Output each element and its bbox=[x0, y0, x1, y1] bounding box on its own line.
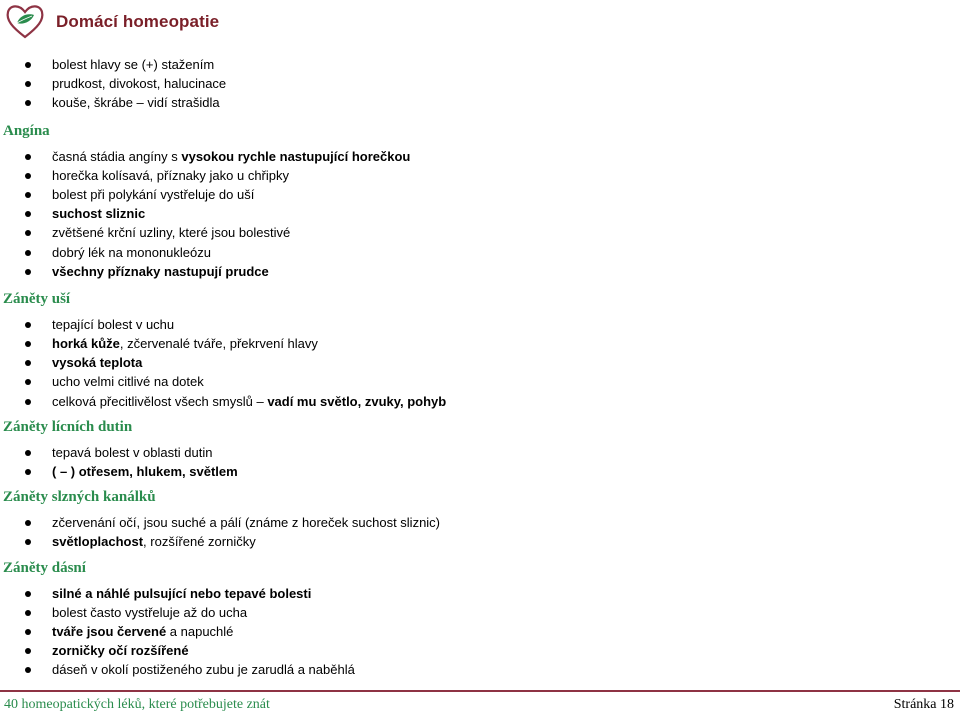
bold-text: všechny příznaky nastupují prudce bbox=[52, 263, 269, 279]
bold-text: světloplachost bbox=[52, 534, 144, 550]
list-item bbox=[0, 315, 960, 334]
bold-text: ( – ) otřesem, hlukem, světlem bbox=[52, 464, 238, 479]
section-heading: Záněty dásní bbox=[3, 559, 86, 576]
list-item bbox=[0, 443, 960, 462]
text: dáseň v okolí postiženého zubu je zarudlá a naběhlá bbox=[52, 662, 355, 678]
list-item bbox=[0, 532, 960, 551]
list-item bbox=[0, 166, 960, 185]
bullet-list bbox=[0, 315, 960, 411]
text: tepající bolest v uchu bbox=[52, 316, 175, 332]
document-body bbox=[0, 55, 960, 680]
text: bolest hlavy se (+) stažením bbox=[52, 57, 215, 72]
bullet-list bbox=[0, 443, 960, 481]
bullet-list bbox=[0, 147, 960, 281]
list-item bbox=[0, 513, 960, 532]
text: časná stádia angíny s bbox=[52, 148, 182, 164]
page-header bbox=[0, 0, 960, 42]
list-item bbox=[0, 185, 960, 204]
bold-text: vadí mu světlo, zvuky, pohyb bbox=[267, 393, 447, 409]
bold-text: silné a náhlé pulsující nebo tepavé bolesti bbox=[52, 585, 312, 601]
text: ucho velmi citlivé na dotek bbox=[52, 374, 204, 390]
text: dobrý lék na mononukleózu bbox=[52, 244, 211, 260]
section-heading: Záněty slzných kanálků bbox=[3, 489, 156, 506]
text: bolest často vystřeluje až do ucha bbox=[52, 604, 248, 620]
list-item bbox=[0, 74, 960, 93]
bold-text: tváře jsou červené bbox=[52, 623, 167, 639]
list-item bbox=[0, 462, 960, 481]
bold-text: zorničky očí rozšířené bbox=[52, 643, 189, 659]
list-item bbox=[0, 660, 960, 679]
text: , zčervenalé tváře, překrvení hlavy bbox=[119, 336, 318, 352]
text: celková přecitlivělost všech smyslů – bbox=[52, 393, 268, 409]
bold-text: horká kůže bbox=[52, 336, 120, 352]
list-item bbox=[0, 584, 960, 603]
text: zvětšené krční uzliny, které jsou bolestivé bbox=[52, 225, 291, 241]
bold-text: suchost sliznic bbox=[52, 206, 146, 222]
footer-page-number: Stránka 18 bbox=[893, 697, 954, 712]
text: horečka kolísavá, příznaky jako u chřipky bbox=[52, 167, 289, 183]
section-heading: Angína bbox=[3, 122, 50, 139]
list-item bbox=[0, 147, 960, 166]
list-item bbox=[0, 262, 960, 281]
list-item bbox=[0, 243, 960, 262]
list-item bbox=[0, 223, 960, 242]
brand-title: Domácí homeopatie bbox=[56, 12, 220, 31]
list-item bbox=[0, 372, 960, 391]
text: zčervenání očí, jsou suché a pálí (známe z horeček suchost sliznic) bbox=[52, 515, 441, 531]
bullet-list bbox=[0, 584, 960, 680]
list-item bbox=[0, 55, 960, 74]
bullet-list bbox=[0, 513, 960, 551]
text: prudkost, divokost, halucinace bbox=[52, 76, 227, 92]
text: tepavá bolest v oblasti dutin bbox=[52, 444, 213, 460]
list-item bbox=[0, 93, 960, 112]
section-heading: Záněty uší bbox=[3, 290, 71, 307]
list-item bbox=[0, 334, 960, 353]
text: bolest při polykání vystřeluje do uší bbox=[52, 186, 255, 202]
list-item bbox=[0, 603, 960, 622]
list-item bbox=[0, 204, 960, 223]
list-item bbox=[0, 641, 960, 660]
heart-leaf-logo-icon bbox=[4, 1, 46, 41]
bold-text: vysokou rychle nastupující horečkou bbox=[181, 148, 411, 164]
list-item bbox=[0, 622, 960, 641]
list-item bbox=[0, 392, 960, 411]
list-item bbox=[0, 353, 960, 372]
bold-text: vysoká teplota bbox=[52, 355, 143, 371]
footer-rule bbox=[0, 690, 960, 692]
bullet-list bbox=[0, 55, 960, 113]
footer-book-title: 40 homeopatických léků, které potřebujete znát bbox=[4, 697, 270, 712]
section-heading: Záněty lícních dutin bbox=[3, 418, 133, 435]
text: a napuchlé bbox=[166, 623, 234, 639]
text: kouše, škrábe – vidí strašidla bbox=[52, 95, 220, 111]
text: , rozšířené zorničky bbox=[143, 534, 256, 550]
